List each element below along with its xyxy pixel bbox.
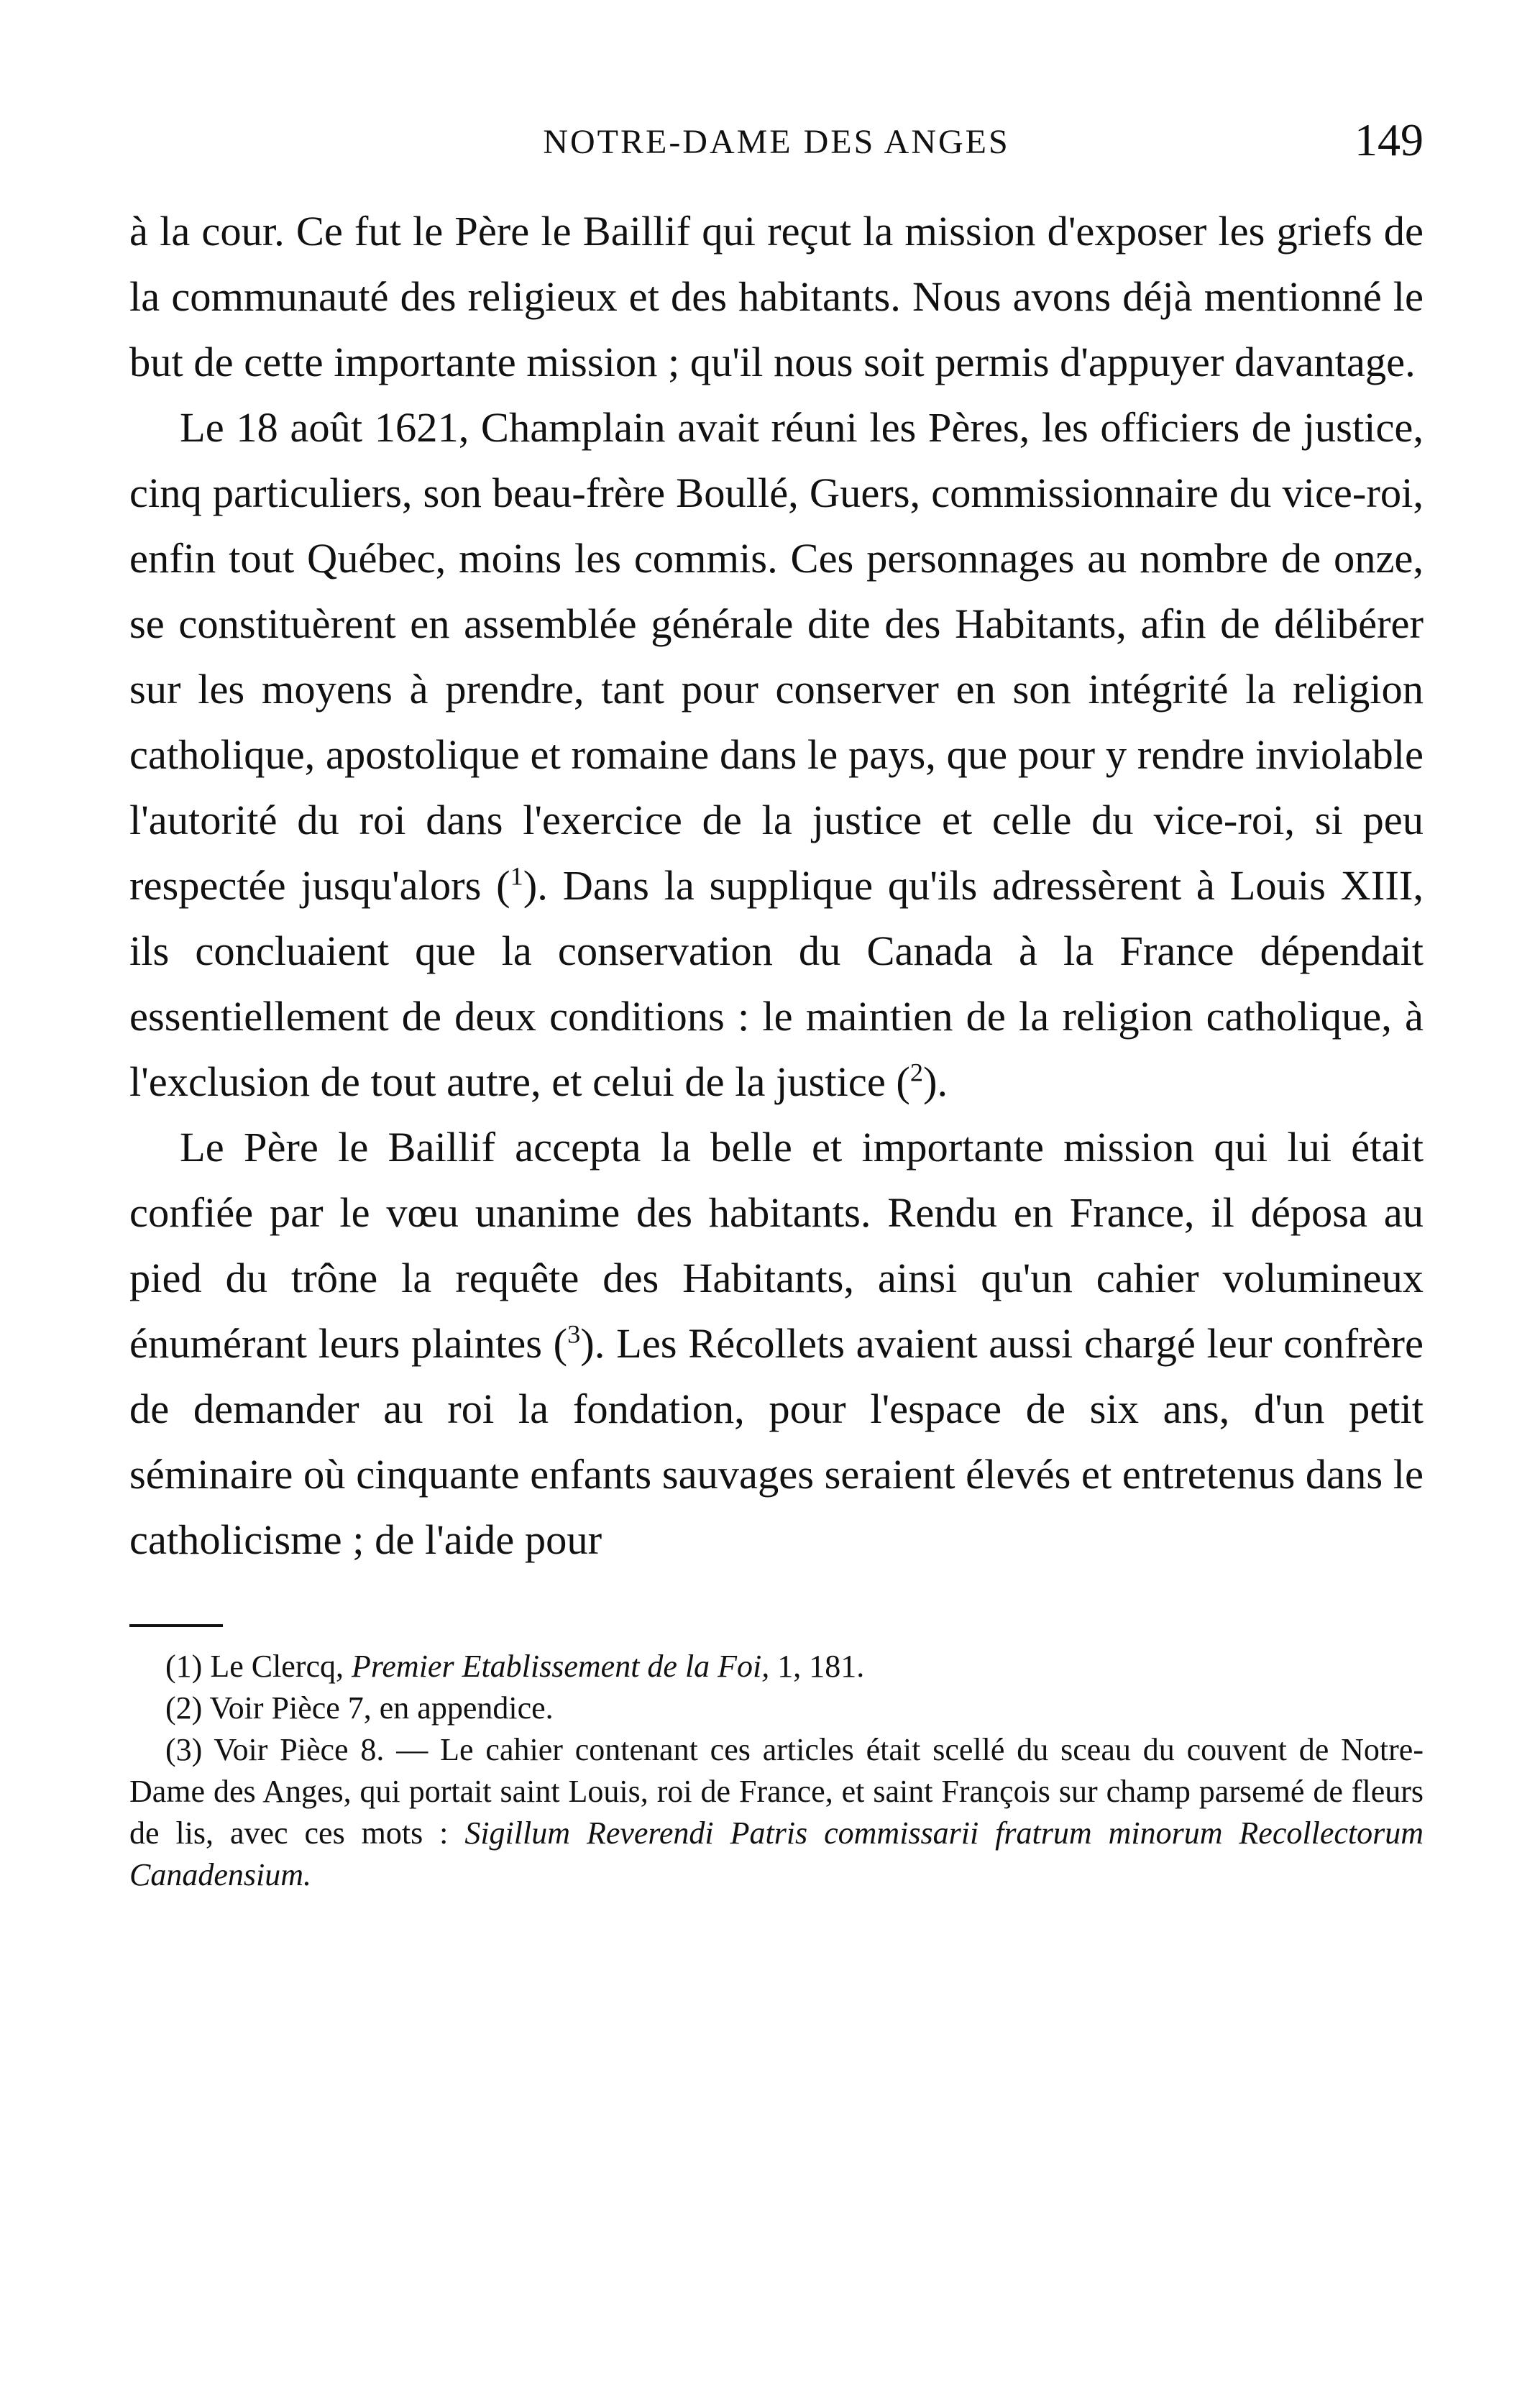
- footnote-reference: 1: [510, 861, 523, 891]
- paragraph-text: ).: [923, 1058, 948, 1105]
- paragraph-mission: [129, 1114, 1424, 1572]
- footnotes: [129, 1646, 1424, 1896]
- running-title: NOTRE-DAME DES ANGES: [543, 123, 1010, 161]
- footnote-marker: (2): [165, 1690, 203, 1726]
- footnote-text: Voir Pièce 7, en appendice.: [202, 1690, 554, 1726]
- page-number: 149: [1355, 114, 1424, 165]
- paragraph-text: Le Père le Baillif accepta la belle et importante mission qui lui était confiée par le vœu unanime des habitants. Rendu en France, il déposa au pied du trône la requête des Habitants, ainsi qu'un cahier volumineux énumérant leurs plaintes (: [129, 1124, 1424, 1367]
- footnote-1: [129, 1646, 1424, 1687]
- footnote-italic-inscription: Sigillum Reverendi Patris commissarii fratrum minorum Recollectorum Canadensium.: [129, 1815, 1424, 1892]
- paragraph-assembly: [129, 395, 1424, 1114]
- paragraph-text: ). Les Récollets avaient aussi chargé leur confrère de demander au roi la fondation, pour l'espace de six ans, d'un petit séminaire où cinquante enfants sauvages seraient élevés et entretenus dans le catholicisme ; de l'aide pour: [129, 1320, 1424, 1563]
- footnote-2: [129, 1687, 1424, 1729]
- footnote-text: Voir Pièce 8. — Le cahier contenant ces articles était scellé du sceau du couvent de Notre-Dame des Anges, qui portait saint Louis, roi de France, et saint François sur champ parsemé de fleurs de lis, avec ces mots :: [129, 1732, 1424, 1851]
- paragraph-text: Le 18 août 1621, Champlain avait réuni les Pères, les officiers de justice, cinq particuliers, son beau-frère Boullé, Guers, commissionnaire du vice-roi, enfin tout Québec, moins les commis. Ces personnages au nombre de onze, se constituèrent en assemblée générale dite des Habitants, afin de délibérer sur les moyens à prendre, tant pour conserver en son intégrité la religion catholique, apostolique et romaine dans le pays, que pour y rendre inviolable l'autorité du roi dans l'exercice de la justice et celle du vice-roi, si peu respectée jusqu'alors (: [129, 404, 1424, 909]
- footnote-reference: 3: [567, 1319, 581, 1349]
- footnote-reference: 2: [909, 1058, 924, 1087]
- paragraph-continuation: [129, 198, 1424, 395]
- book-page: [129, 108, 1424, 1896]
- footnote-marker: (1): [165, 1649, 203, 1684]
- running-header: [129, 108, 1424, 173]
- footnote-text: Le Clercq,: [202, 1649, 352, 1684]
- footnote-marker: (3): [165, 1732, 203, 1767]
- footnote-text: 1, 181.: [769, 1649, 865, 1684]
- footnote-divider: [129, 1624, 223, 1627]
- body-text: [129, 198, 1424, 1572]
- paragraph-text: ). Dans la supplique qu'ils adressèrent à Louis XIII, ils concluaient que la conservation du Canada à la France dépendait essentiellement de deux conditions : le maintien de la religion catholique, à l'exclusion de tout autre, et celui de la justice (: [129, 862, 1424, 1105]
- footnote-italic-title: Premier Etablissement de la Foi,: [352, 1649, 770, 1684]
- footnote-3: [129, 1729, 1424, 1896]
- paragraph-text: à la cour. Ce fut le Père le Baillif qui reçut la mission d'exposer les griefs de la communauté des religieux et des habitants. Nous avons déjà mentionné le but de cette importante mission ; qu'il nous soit permis d'appuyer davantage.: [129, 208, 1424, 385]
